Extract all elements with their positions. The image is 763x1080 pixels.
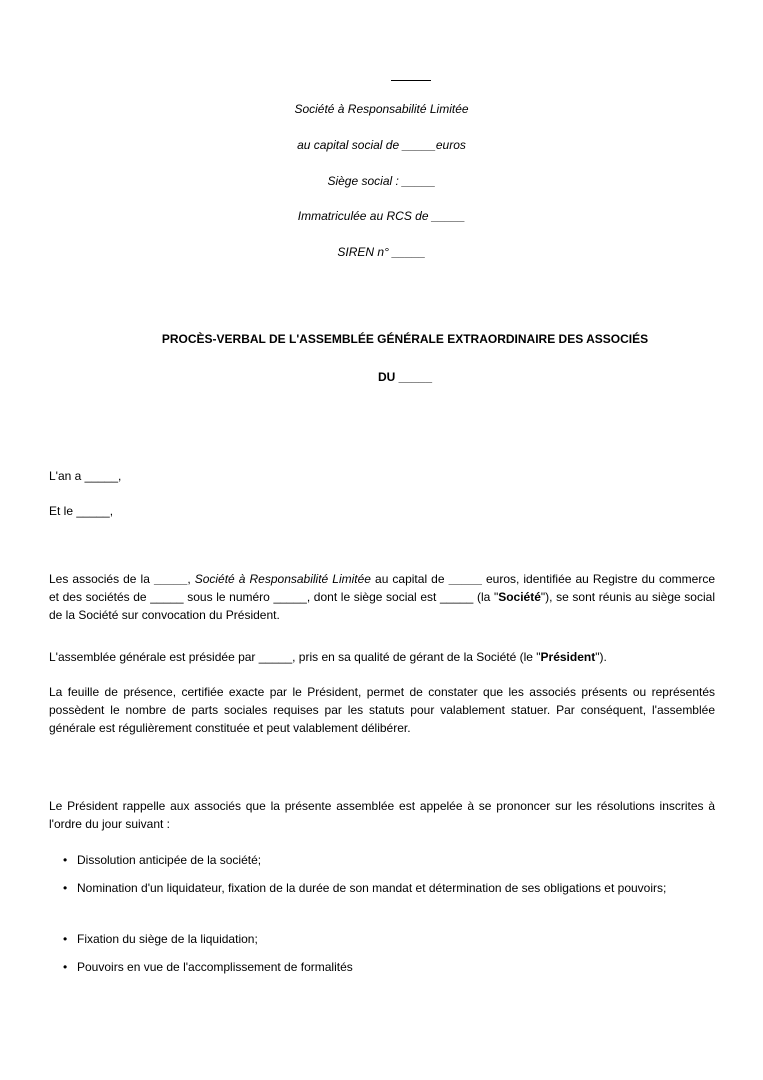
bullet-icon: • [63, 881, 68, 895]
company-name-blank [391, 80, 431, 81]
document-title: PROCÈS-VERBAL DE L'ASSEMBLÉE GÉNÉRALE EXTRAORDINAIRE DES ASSOCIÉS [161, 332, 649, 346]
meeting-date: DU _____ [377, 370, 433, 384]
paragraph-agenda-intro: Le Président rappelle aux associés que la présente assemblée est appelée à se prononcer sur les résolutions inscrites à l'ordre du jour suivant : [49, 799, 715, 831]
agenda-item: • Dissolution anticipée de la société; [63, 853, 262, 867]
siren-number: SIREN n° _____ [337, 245, 426, 259]
bullet-icon: • [63, 932, 68, 946]
rcs-registration: Immatriculée au RCS de _____ [297, 209, 466, 223]
intro-day: Et le _____, [49, 504, 114, 518]
agenda-item: • Nomination d'un liquidateur, fixation de la durée de son mandat et détermination de ses obligations et pouvoirs; [63, 881, 667, 895]
share-capital: au capital social de _____euros [297, 138, 466, 152]
registered-office: Siège social : _____ [327, 174, 436, 188]
paragraph-quorum: La feuille de présence, certifiée exacte par le Président, permet de constater que les associés présents ou représentés possèdent le nombre de parts sociales requises par les statuts pour valablement statuer. Par conséquent, l'assemblée générale est régulièrement constituée et peut valablement délibérer. [49, 685, 715, 735]
agenda-item: • Fixation du siège de la liquidation; [63, 932, 258, 946]
bullet-icon: • [63, 960, 68, 974]
bullet-icon: • [63, 853, 68, 867]
company-form: Société à Responsabilité Limitée [294, 102, 469, 116]
agenda-item: • Pouvoirs en vue de l'accomplissement de formalités [63, 960, 353, 974]
paragraph-chair: L'assemblée générale est présidée par _____, pris en sa qualité de gérant de la Société (le "Président"). [49, 650, 607, 664]
paragraph-convocation: Les associés de la _____, Société à Responsabilité Limitée au capital de _____ euros, identifiée au Registre du commerce et des sociétés de _____ sous le numéro _____, dont le siège social est _____ (la "Société"), se sont réunis au siège social de la Société sur convocation du Président. [49, 572, 716, 622]
intro-year: L'an a _____, [49, 469, 122, 483]
